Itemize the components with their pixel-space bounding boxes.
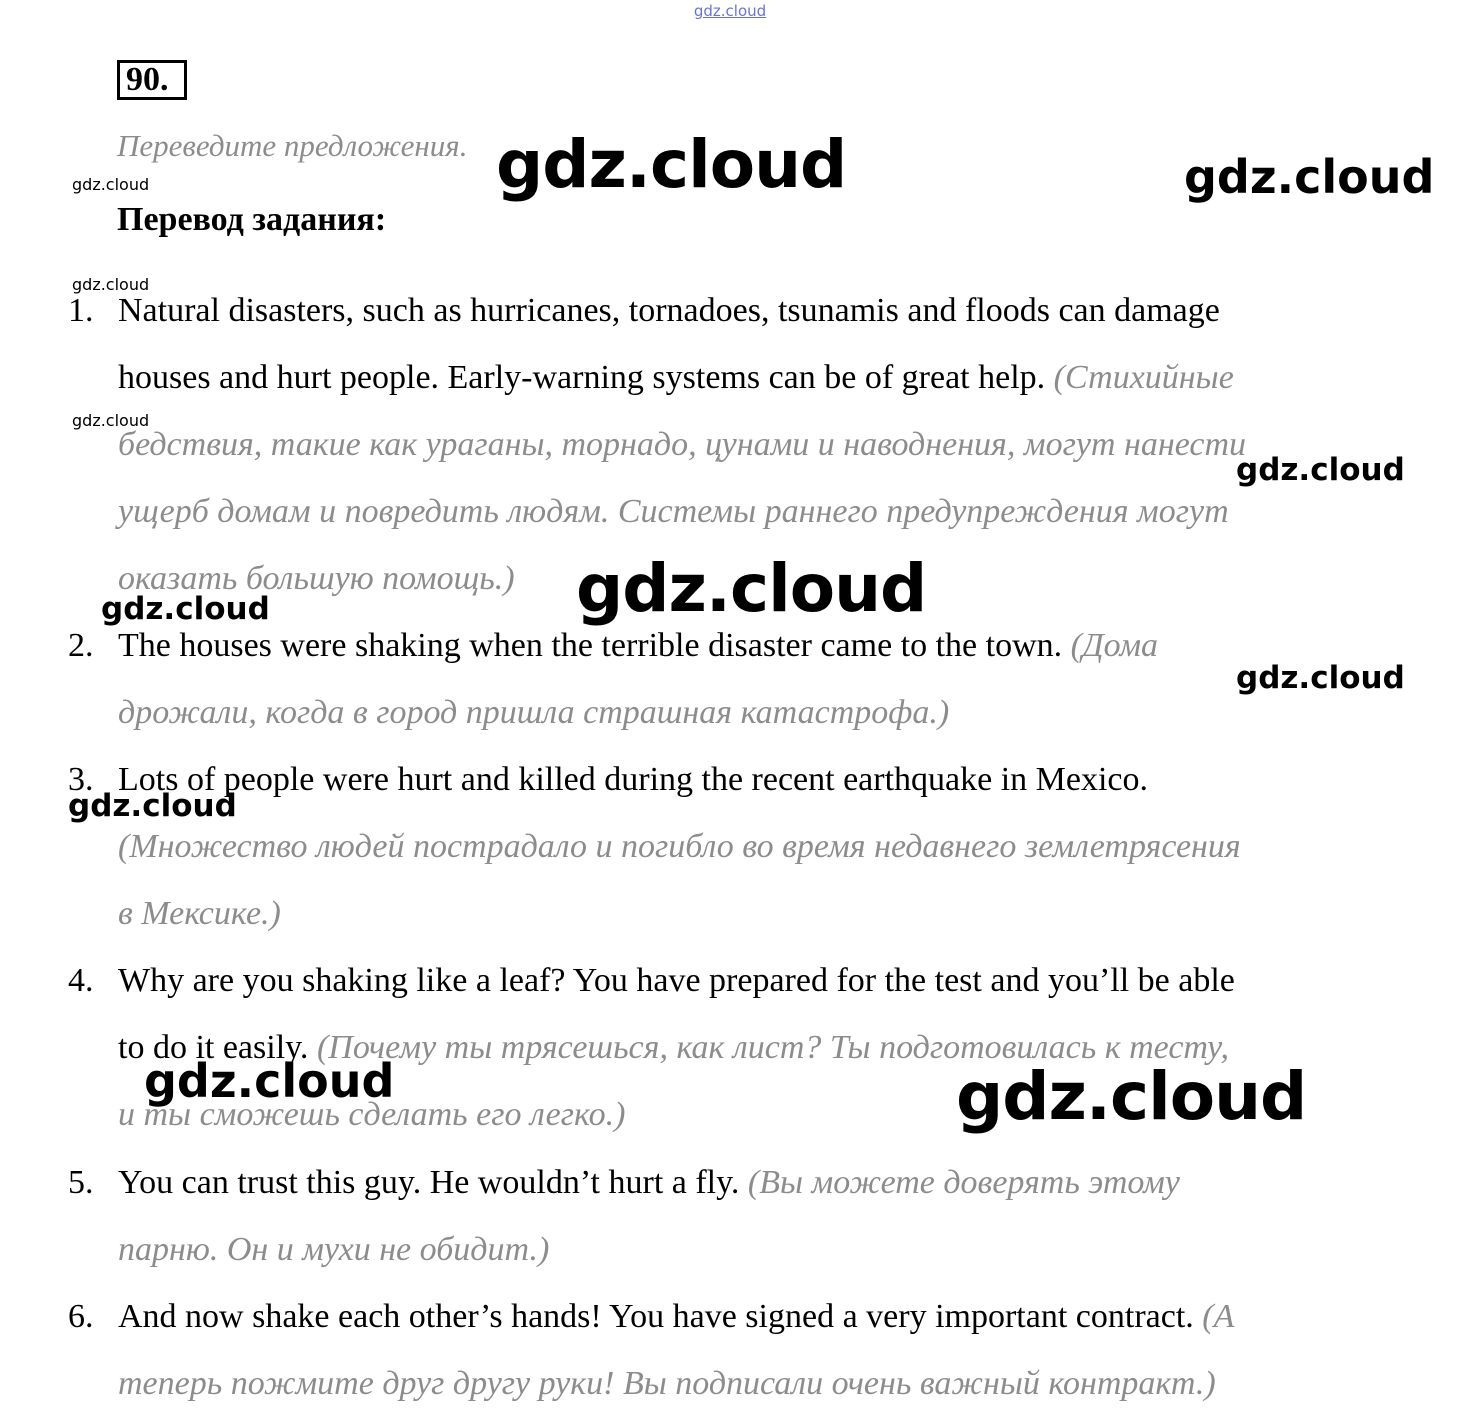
- item-line: [118, 1231, 549, 1269]
- watermark: gdz.cloud: [1236, 660, 1405, 696]
- watermark: gdz.cloud: [576, 550, 927, 627]
- item-line: Why are you shaking like a leaf? You have prepared for the test and you’ll be able: [118, 962, 1235, 999]
- translation-text: оказать большую помощь.): [118, 560, 515, 597]
- watermark: gdz.cloud: [72, 411, 150, 430]
- item-line: to do it easily. (Почему ты трясешься, как лист? Ты подготовилась к тесту,: [118, 1029, 1230, 1066]
- item-line: houses and hurt people. Early-warning systems can be of great help. (Стихийные: [118, 359, 1234, 396]
- watermark: gdz.cloud: [68, 788, 237, 824]
- item-line: The houses were shaking when the terrible disaster came to the town. (Дома: [118, 627, 1159, 664]
- watermark: gdz.cloud: [1184, 150, 1435, 204]
- item-line: Lots of people were hurt and killed during the recent earthquake in Mexico.: [118, 761, 1149, 798]
- watermark: gdz.cloud: [956, 1058, 1307, 1135]
- watermark: gdz.cloud: [1236, 452, 1405, 488]
- watermark: gdz.cloud: [101, 591, 270, 627]
- item-number: 2.: [68, 627, 94, 664]
- item-line: And now shake each other’s hands! You have signed a very important contract. (А: [118, 1298, 1235, 1335]
- item-line: [118, 828, 1241, 866]
- translation-text: бедствия, такие как ураганы, торнадо, цунами и наводнения, могут нанести: [118, 426, 1246, 463]
- item-line: [118, 694, 949, 732]
- translation-text: (Вы можете доверять этому: [747, 1164, 1180, 1201]
- item-line: [118, 426, 1246, 464]
- translation-text: теперь пожмите друг другу руки! Вы подписали очень важный контракт.): [118, 1365, 1216, 1402]
- translation-text: ущерб домам и повредить людям. Системы раннего предупреждения могут: [118, 493, 1229, 530]
- item-line: [118, 493, 1229, 531]
- watermark: gdz.cloud: [144, 1054, 395, 1108]
- item-line: Natural disasters, such as hurricanes, tornadoes, tsunamis and floods can damage: [118, 292, 1220, 329]
- top-watermark-link[interactable]: gdz.cloud: [693, 2, 767, 20]
- translation-text: (Множество людей пострадало и погибло во время недавнего землетрясения: [118, 828, 1241, 865]
- translation-text: дрожали, когда в город пришла страшная катастрофа.): [118, 694, 950, 731]
- translation-text: в Мексике.): [118, 895, 281, 932]
- translation-text: (Дома: [1070, 627, 1159, 664]
- item-line: [118, 895, 281, 933]
- item-number: 6.: [68, 1298, 94, 1335]
- watermark: gdz.cloud: [72, 275, 150, 294]
- translation-text: (А: [1202, 1298, 1235, 1335]
- item-number: 3.: [68, 761, 94, 798]
- translation-heading: Перевод задания:: [117, 201, 387, 238]
- item-number: 5.: [68, 1164, 94, 1201]
- translation-text: (Стихийные: [1053, 359, 1234, 396]
- item-line: You can trust this guy. He wouldn’t hurt a fly. (Вы можете доверять этому: [118, 1164, 1180, 1201]
- exercise-number-box: 90.: [117, 60, 187, 100]
- translation-text: и ты сможешь сделать его легко.): [118, 1096, 626, 1133]
- watermark: gdz.cloud: [72, 175, 150, 194]
- task-instruction: Переведите предложения.: [117, 128, 468, 163]
- item-number: 4.: [68, 962, 94, 999]
- watermark: gdz.cloud: [496, 126, 847, 203]
- translation-text: парню. Он и мухи не обидит.): [118, 1231, 550, 1268]
- item-line: [118, 1365, 1216, 1403]
- item-number: 1.: [68, 292, 94, 329]
- translation-text: (Почему ты трясешься, как лист? Ты подготовилась к тесту,: [316, 1029, 1230, 1066]
